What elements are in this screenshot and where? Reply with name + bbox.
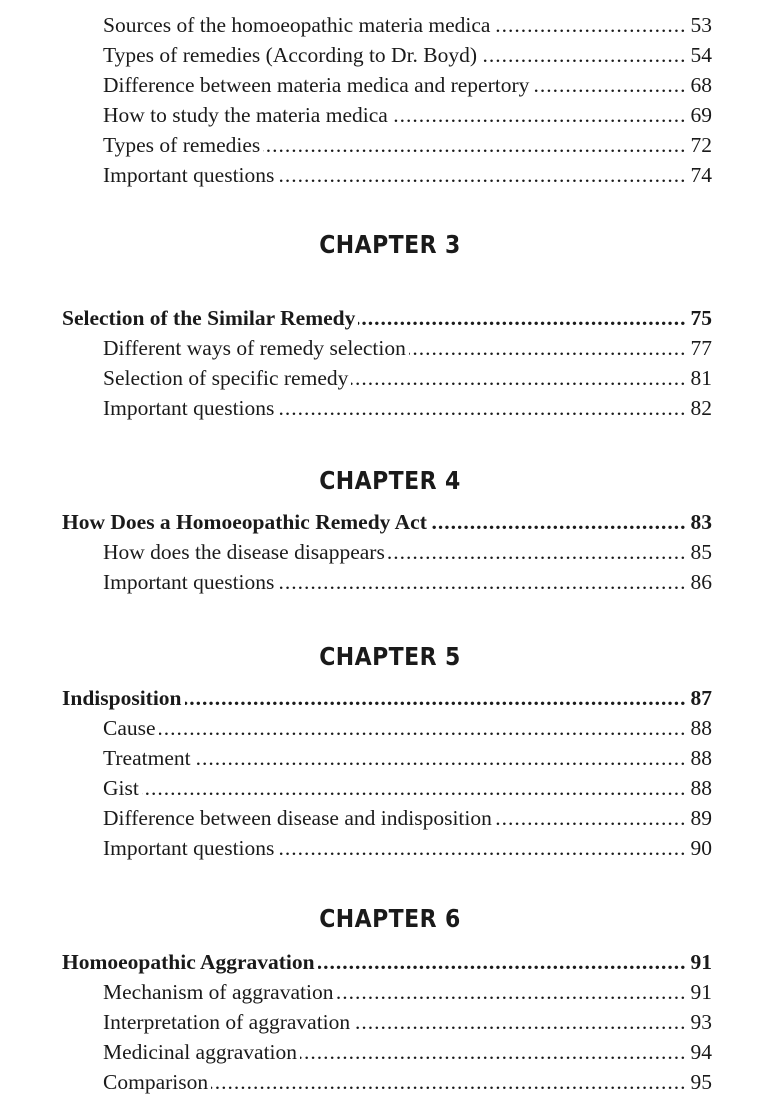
entry-title: Cause: [103, 716, 156, 740]
entry-title: Homoeopathic Aggravation: [62, 950, 315, 974]
sub-entry: [103, 773, 712, 803]
page-number: 88: [690, 745, 712, 770]
page-number: 75: [690, 306, 712, 330]
page-number: 69: [690, 102, 712, 127]
sub-entry: [103, 160, 712, 190]
sub-entry: [103, 803, 712, 833]
page-number: 88: [690, 775, 712, 800]
entry-title: How does the disease disappears: [103, 540, 385, 564]
page-number: 91: [690, 950, 712, 974]
sub-entry: [103, 130, 712, 160]
page-number: 94: [690, 1039, 712, 1064]
dot-leader: [495, 803, 687, 833]
dot-leader: [480, 40, 686, 70]
entry-title: Selection of the Similar Remedy: [62, 306, 356, 330]
page-number: 54: [690, 42, 712, 67]
main-entry: [62, 507, 712, 537]
page-number: 95: [690, 1069, 712, 1094]
page-number: 82: [690, 395, 712, 420]
dot-leader: [351, 363, 686, 393]
page-number: 74: [690, 162, 712, 187]
main-entry: [62, 683, 712, 713]
dot-leader: [277, 567, 686, 597]
dot-leader: [358, 303, 686, 333]
entry-title: Difference between disease and indisposition: [103, 805, 492, 830]
entry-title: Interpretation of aggravation: [103, 1009, 351, 1034]
entry-title: Mechanism of aggravation: [103, 980, 334, 1004]
entry-title: Selection of specific remedy: [103, 365, 349, 390]
dot-leader: [300, 1037, 686, 1067]
page-number: 77: [690, 336, 712, 360]
entry-title: Medicinal aggravation: [103, 1039, 298, 1064]
sub-entry: [103, 393, 712, 423]
page-number: 68: [690, 72, 712, 97]
entry-title: Comparison: [103, 1069, 209, 1094]
page-number: 88: [690, 716, 712, 740]
chapter-heading: CHAPTER 4: [319, 466, 461, 495]
entry-title: Types of remedies: [103, 132, 261, 157]
page-number: 93: [690, 1009, 712, 1034]
sub-entry: [103, 10, 712, 40]
page-number: 91: [690, 980, 712, 1004]
sub-entry: [103, 100, 712, 130]
chapter-heading: CHAPTER 3: [319, 230, 461, 259]
dot-leader: [142, 773, 687, 803]
dot-leader: [353, 1007, 686, 1037]
dot-leader: [388, 537, 687, 567]
sub-entry: [103, 537, 712, 567]
dot-leader: [263, 130, 686, 160]
dot-leader: [409, 333, 687, 363]
dot-leader: [336, 977, 686, 1007]
page-number: 86: [690, 569, 712, 594]
chapter-heading: CHAPTER 5: [319, 642, 461, 671]
entry-title: Important questions: [103, 835, 275, 860]
page-number: 89: [690, 805, 712, 830]
page-number: 90: [690, 835, 712, 860]
sub-entry: [103, 40, 712, 70]
entry-title: Important questions: [103, 395, 275, 420]
entry-title: Gist: [103, 775, 139, 800]
sub-entry: [103, 333, 712, 363]
dot-leader: [277, 393, 686, 423]
entry-title: How Does a Homoeopathic Remedy Act: [62, 510, 427, 534]
dot-leader: [159, 713, 687, 743]
dot-leader: [318, 947, 687, 977]
dot-leader: [277, 833, 686, 863]
entry-title: Types of remedies (According to Dr. Boyd): [103, 42, 478, 67]
page-number: 53: [690, 13, 712, 37]
sub-entry: [103, 567, 712, 597]
dot-leader: [532, 70, 686, 100]
page-number: 87: [690, 686, 712, 710]
entry-title: Treatment: [103, 745, 191, 770]
sub-entry: [103, 1007, 712, 1037]
page-number: 72: [690, 132, 712, 157]
dot-leader: [391, 100, 687, 130]
entry-title: Sources of the homoeopathic materia medica: [103, 13, 491, 37]
chapter-heading: CHAPTER 6: [319, 904, 461, 933]
sub-entry: [103, 363, 712, 393]
sub-entry: [103, 70, 712, 100]
main-entry: [62, 303, 712, 333]
dot-leader: [194, 743, 687, 773]
sub-entry: [103, 977, 712, 1007]
sub-entry: [103, 743, 712, 773]
page-number: 81: [690, 365, 712, 390]
sub-entry: [103, 713, 712, 743]
dot-leader: [185, 683, 687, 713]
entry-title: Difference between materia medica and repertory: [103, 72, 530, 97]
dot-leader: [277, 160, 686, 190]
dot-leader: [493, 10, 686, 40]
entry-title: How to study the materia medica: [103, 102, 388, 127]
dot-leader: [430, 507, 687, 537]
main-entry: [62, 947, 712, 977]
sub-entry: [103, 1037, 712, 1067]
page-number: 83: [690, 510, 712, 534]
page-number: 85: [690, 540, 712, 564]
dot-leader: [211, 1067, 686, 1097]
entry-title: Different ways of remedy selection: [103, 336, 406, 360]
entry-title: Indisposition: [62, 686, 182, 710]
sub-entry: [103, 1067, 712, 1097]
entry-title: Important questions: [103, 569, 275, 594]
sub-entry: [103, 833, 712, 863]
entry-title: Important questions: [103, 162, 275, 187]
